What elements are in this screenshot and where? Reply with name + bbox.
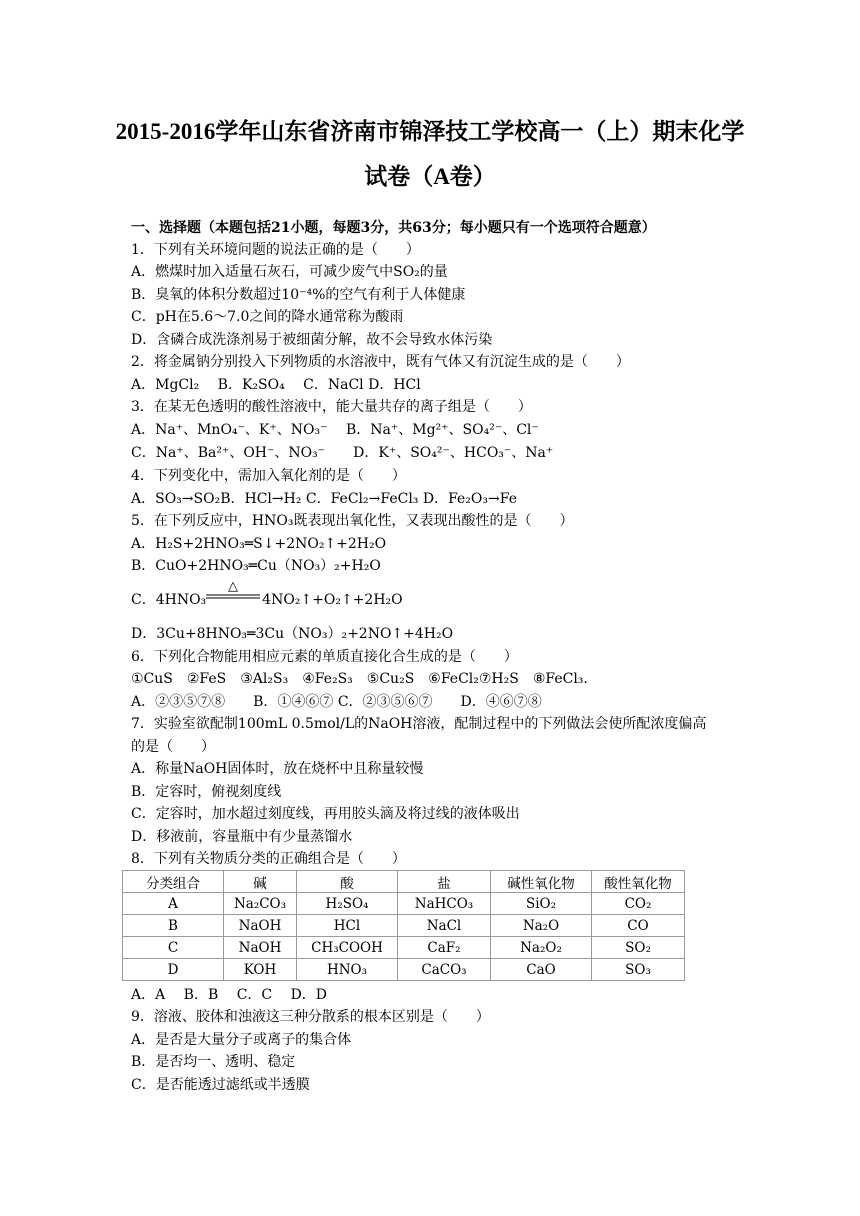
table-cell: HNO₃ (297, 959, 398, 981)
exam-title-line-1: 2015-2016学年山东省济南市锦泽技工学校高一（上）期末化学 (115, 119, 745, 144)
section-heading: 一、选择题（本题包括21小题，每题3分，共63分；每小题只有一个选项符合题意） (131, 220, 656, 236)
table-cell: CH₃COOH (297, 937, 398, 959)
q9-option-b: B．是否均一、透明、稳定 (131, 1054, 296, 1070)
table-cell: SO₃ (592, 959, 685, 981)
table-cell: CaCO₃ (398, 959, 491, 981)
table-header-cell: 碱 (224, 871, 297, 893)
table-cell: CO (592, 915, 685, 937)
table-cell: A (123, 893, 224, 915)
table-header-cell: 酸 (297, 871, 398, 893)
q5-option-c: C．4HNO₃ 4NO₂↑+O₂↑+2H₂O (131, 592, 403, 608)
q3-stem: 3．在某无色透明的酸性溶液中，能大量共存的离子组是（ ） (131, 399, 532, 415)
table-cell: NaCl (398, 915, 491, 937)
q5-option-d: D．3Cu+8HNO₃═3Cu（NO₃）₂+2NO↑+4H₂O (131, 626, 454, 642)
delta-symbol: △ (228, 580, 238, 594)
q1-option-c: C．pH在5.6～7.0之间的降水通常称为酸雨 (131, 309, 404, 325)
q4-stem: 4．下列变化中，需加入氧化剂的是（ ） (131, 468, 406, 484)
q9-option-c: C．是否能透过滤纸或半透膜 (131, 1077, 310, 1093)
q9-stem: 9．溶液、胶体和浊液这三种分散系的根本区别是（ ） (131, 1009, 490, 1025)
q8-options: A．A B．B C．C D．D (131, 987, 328, 1003)
q6-compounds: ①CuS ②FeS ③Al₂S₃ ④Fe₂S₃ ⑤Cu₂S ⑥FeCl₂⑦H₂S ⑧FeCl₃． (131, 671, 598, 687)
table-cell: C (123, 937, 224, 959)
q3-options-ab: A．Na⁺、MnO₄⁻、K⁺、NO₃⁻ B．Na⁺、Mg²⁺、SO₄²⁻、Cl⁻ (131, 422, 539, 438)
table-cell: B (123, 915, 224, 937)
q7-option-b: B．定容时，俯视刻度线 (131, 784, 282, 800)
table-header-cell: 分类组合 (123, 871, 224, 893)
q7-option-a: A．称量NaOH固体时，放在烧杯中且称量较慢 (131, 761, 424, 777)
q2-options: A．MgCl₂ B．K₂SO₄ C．NaCl D．HCl (131, 377, 421, 393)
table-cell: HCl (297, 915, 398, 937)
table-cell: NaOH (224, 937, 297, 959)
table-header-row (123, 871, 685, 893)
q4-options: A．SO₃→SO₂B．HCl→H₂ C．FeCl₂→FeCl₃ D．Fe₂O₃→Fe (131, 491, 517, 507)
table-cell: SO₂ (592, 937, 685, 959)
q5-option-b: B．CuO+2HNO₃═Cu（NO₃）₂+H₂O (131, 558, 381, 574)
classification-table (122, 870, 685, 981)
q6-options: A．②③⑤⑦⑧ B．①④⑥⑦ C．②③⑤⑥⑦ D．④⑥⑦⑧ (131, 694, 542, 710)
q1-option-d: D．含磷合成洗涤剂易于被细菌分解，故不会导致水体污染 (131, 332, 493, 348)
table-cell: KOH (224, 959, 297, 981)
table-cell: CaF₂ (398, 937, 491, 959)
table-row (123, 893, 685, 915)
q1-option-b: B．臭氧的体积分数超过10⁻⁴%的空气有利于人体健康 (131, 287, 466, 303)
q9-option-a: A．是否是大量分子或离子的集合体 (131, 1032, 352, 1048)
table-header-cell: 酸性氧化物 (592, 871, 685, 893)
q2-stem: 2．将金属钠分别投入下列物质的水溶液中，既有气体又有沉淀生成的是（ ） (131, 354, 630, 370)
table-header-cell: 盐 (398, 871, 491, 893)
table-cell: CaO (491, 959, 592, 981)
table-row (123, 915, 685, 937)
table-cell: Na₂O₂ (491, 937, 592, 959)
table-cell: D (123, 959, 224, 981)
q6-stem: 6．下列化合物能用相应元素的单质直接化合生成的是（ ） (131, 649, 518, 665)
q1-stem: 1．下列有关环境问题的说法正确的是（ ） (131, 242, 420, 258)
q5-option-a: A．H₂S+2HNO₃═S↓+2NO₂↑+2H₂O (131, 536, 387, 552)
q3-options-cd: C．Na⁺、Ba²⁺、OH⁻、NO₃⁻ D．K⁺、SO₄²⁻、HCO₃⁻、Na⁺ (131, 445, 554, 461)
q8-stem: 8．下列有关物质分类的正确组合是（ ） (131, 851, 406, 867)
table-cell: NaHCO₃ (398, 893, 491, 915)
table-cell: CO₂ (592, 893, 685, 915)
q7-stem-cont: 的是（ ） (131, 739, 215, 755)
table-row (123, 937, 685, 959)
table-cell: Na₂O (491, 915, 592, 937)
table-cell: SiO₂ (491, 893, 592, 915)
q1-option-a: A．燃煤时加入适量石灰石，可减少废气中SO₂的量 (131, 264, 448, 280)
table-row (123, 959, 685, 981)
table-cell: NaOH (224, 915, 297, 937)
q7-stem: 7．实验室欲配制100mL 0.5mol/L的NaOH溶液，配制过程中的下列做法会使所配浓度偏高 (131, 716, 707, 732)
table-cell: Na₂CO₃ (224, 893, 297, 915)
q7-option-d: D．移液前，容量瓶中有少量蒸馏水 (131, 829, 353, 845)
table-header-cell: 碱性氧化物 (491, 871, 592, 893)
table-cell: H₂SO₄ (297, 893, 398, 915)
q7-option-c: C．定容时，加水超过刻度线，再用胶头滴及将过线的液体吸出 (131, 806, 520, 822)
q5-stem: 5．在下列反应中，HNO₃既表现出氧化性，又表现出酸性的是（ ） (131, 513, 574, 529)
exam-title-line-2: 试卷（A卷） (364, 164, 496, 189)
